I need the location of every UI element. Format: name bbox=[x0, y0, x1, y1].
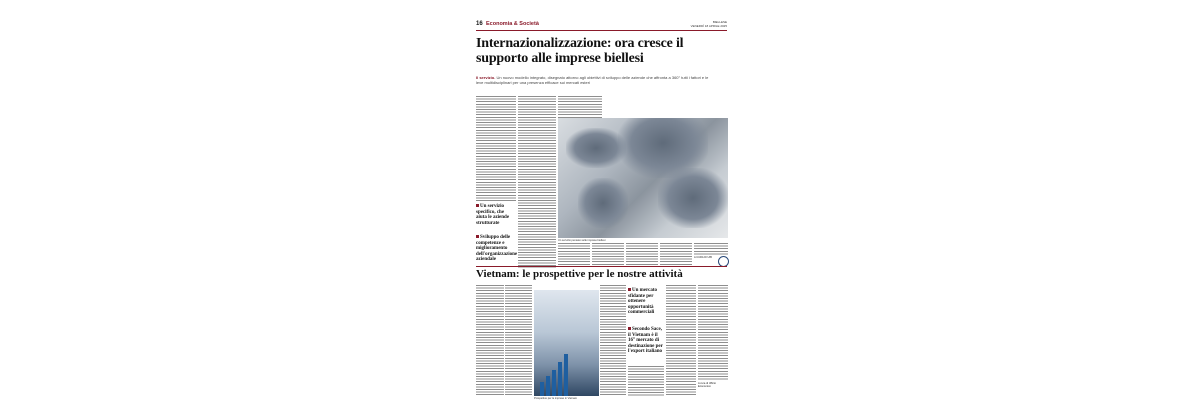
square-bullet-icon bbox=[476, 204, 479, 207]
article1-author: A CURA DI UIB bbox=[694, 256, 712, 259]
article1-pullquote-1: Un servizio specifico, che aiuta le aziende strutturate bbox=[476, 204, 510, 226]
article2-column-6 bbox=[698, 285, 728, 381]
article2-image-caption: Prospettive per le imprese in Vietnam bbox=[534, 397, 578, 400]
article1-column-7 bbox=[694, 243, 728, 255]
masthead bbox=[691, 21, 727, 28]
article2-pullquote-2: Secondo Sace, il Vietnam è il 16° mercato di destinazione per l'export italiano bbox=[628, 327, 663, 355]
newspaper-page bbox=[472, 20, 731, 400]
article2-column-1 bbox=[476, 285, 504, 395]
article1-column-3-top bbox=[558, 96, 602, 118]
square-bullet-icon bbox=[628, 288, 631, 291]
header-rule bbox=[476, 30, 727, 31]
section-title: Economia & Società bbox=[486, 21, 539, 27]
article1-image-caption: Un servizio pensato sulle imprese biellesi bbox=[558, 239, 606, 242]
article1-subheading bbox=[476, 75, 716, 85]
article2-column-4 bbox=[628, 366, 664, 396]
article1-sub-lead: Il servizio. bbox=[476, 75, 496, 80]
article2-column-3 bbox=[600, 285, 626, 395]
article1-pullquote-2: Sviluppo delle competenze e miglioramento dell'organizzazione aziendale bbox=[476, 235, 518, 263]
page-number: 16 bbox=[476, 21, 483, 27]
article1-column-1 bbox=[476, 96, 516, 201]
article2-headline: Vietnam: le prospettive per le nostre attività bbox=[476, 268, 683, 280]
masthead-name: BIELLESE bbox=[712, 20, 727, 24]
business-chart-image bbox=[534, 290, 599, 396]
square-bullet-icon bbox=[476, 235, 479, 238]
masthead-date: VENERDÌ 18 APRILE 2025 bbox=[690, 23, 727, 28]
article1-column-3 bbox=[558, 243, 590, 267]
square-bullet-icon bbox=[628, 327, 631, 330]
article1-headline: Internazionalizzazione: ora cresce il supporto alle imprese biellesi bbox=[476, 36, 684, 66]
article1-column-5 bbox=[626, 243, 658, 267]
article1-column-2 bbox=[518, 96, 556, 268]
article1-column-6 bbox=[660, 243, 692, 267]
article2-author: A cura di Ufficio Economico bbox=[698, 382, 716, 388]
article2-column-5 bbox=[666, 285, 696, 395]
article2-pullquote-1: Un mercato sfidante per ottenere opportunità commerciali bbox=[628, 288, 658, 316]
page-header bbox=[476, 21, 727, 30]
world-map-image bbox=[558, 118, 728, 238]
section-divider bbox=[476, 266, 727, 267]
article1-column-4 bbox=[592, 243, 624, 267]
article2-column-2 bbox=[505, 285, 532, 395]
article1-sub-text: Un nuovo modello integrato, disegnato attorno agli obiettivi di sviluppo delle aziende che affronta a 360° tutti i fattori e le leve multidisciplinari per una presenza efficace sui mercati esteri bbox=[476, 75, 709, 85]
